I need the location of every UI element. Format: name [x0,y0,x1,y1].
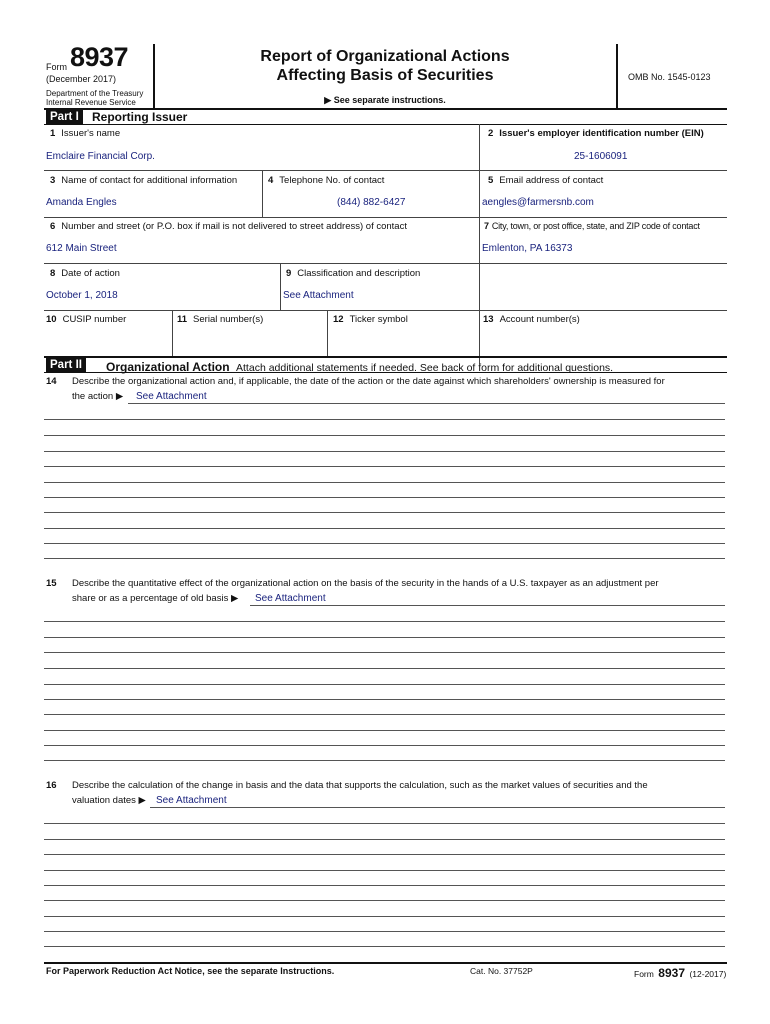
q14-prompt-line1: Describe the organizational action and, if applicable, the date of the action or the date against which shareholders' ownership is measured for [72,376,665,387]
row4-divider [280,263,281,310]
issuer-name-field[interactable]: Emclaire Financial Corp. [46,151,155,162]
department-line1: Department of the Treasury [46,89,144,98]
row2-rule [44,217,727,218]
row5-divider-1 [172,310,173,356]
ein-field[interactable]: 25-1606091 [574,151,628,162]
catalog-number: Cat. No. 37752P [470,966,533,976]
field8-label: 8 Date of action [50,268,120,279]
q14-number: 14 [46,376,57,387]
row1-rule [44,170,727,171]
q16-prompt-line2: valuation dates ▶ [72,795,146,806]
telephone-field[interactable]: (844) 882-6427 [337,197,406,208]
q15-answer-line [250,605,725,606]
field13-label: 13 Account number(s) [483,314,580,325]
field3-label: 3 Name of contact for additional information [50,175,238,186]
form-revision: (December 2017) [46,74,117,84]
q14-answer-field[interactable]: See Attachment [136,391,207,402]
part2-title: Organizational Action [106,360,230,374]
row3-rule [44,263,727,264]
field9-label: 9 Classification and description [286,268,421,279]
omb-number: OMB No. 1545-0123 [628,72,711,82]
part2-header [106,358,613,376]
ticker-symbol-field[interactable] [330,328,475,356]
city-state-zip-field[interactable]: Emlenton, PA 16373 [482,243,573,254]
q15-answer-field[interactable]: See Attachment [255,593,326,604]
part1-rule [44,124,727,125]
part1-title: Reporting Issuer [92,110,188,124]
part2-rule [44,372,727,373]
classification-field[interactable]: See Attachment [283,290,354,301]
date-of-action-field[interactable]: October 1, 2018 [46,290,118,301]
field12-label: 12 Ticker symbol [333,314,408,325]
q16-number: 16 [46,780,57,791]
row4-rule [44,310,727,311]
cusip-field[interactable] [44,328,169,356]
field6-label: 6 Number and street (or P.O. box if mail is not delivered to street address) of contact [50,221,407,232]
field7-label: 7 City, town, or post office, state, and ZIP code of contact [484,221,700,231]
account-number-field[interactable] [482,328,726,356]
department-line2: Internal Revenue Service [46,98,136,107]
contact-name-field[interactable]: Amanda Engles [46,197,117,208]
row2-divider [262,170,263,217]
q15-prompt-line2: share or as a percentage of old basis ▶ [72,593,239,604]
q16-answer-field[interactable]: See Attachment [156,795,227,806]
q16-answer-line [150,807,725,808]
col-divider-right [479,124,480,364]
street-address-field[interactable]: 612 Main Street [46,243,117,254]
field10-label: 10 CUSIP number [46,314,127,325]
header-divider-left [153,44,155,108]
footer-form-id: Form 8937 (12-2017) [634,966,727,980]
q15-number: 15 [46,578,57,589]
field5-label: 5 Email address of contact [488,175,604,186]
field2-label: 2 Issuer's employer identification number (EIN) [488,128,704,139]
serial-number-field[interactable] [175,328,323,356]
instructions-note: ▶ See separate instructions. [324,95,446,105]
form-word: Form [46,62,67,72]
field11-label: 11 Serial number(s) [177,314,264,325]
part1-label: Part I [46,110,83,124]
field4-label: 4 Telephone No. of contact [268,175,385,186]
form-title-line1: Report of Organizational Actions [260,48,510,65]
email-field[interactable]: aengles@farmersnb.com [482,197,594,208]
q14-prompt-line2: the action ▶ [72,391,124,402]
q16-prompt-line1: Describe the calculation of the change in basis and the data that supports the calculation, such as the market values of securities and the [72,780,648,791]
row5-divider-2 [327,310,328,356]
paperwork-notice: For Paperwork Reduction Act Notice, see the separate Instructions. [46,966,335,976]
form-number: 8937 [70,42,129,72]
form-title-line2: Affecting Basis of Securities [276,67,494,84]
q15-prompt-line1: Describe the quantitative effect of the organizational action on the basis of the security in the hands of a U.S. taxpayer as an adjustment per [72,578,659,589]
q14-answer-line [128,403,725,404]
part2-subtitle: Attach additional statements if needed. See back of form for additional questions. [236,362,614,374]
field1-label: 1 Issuer's name [50,128,121,139]
part2-label: Part II [46,358,86,372]
footer-rule [44,962,727,964]
header-divider-right [616,44,618,108]
